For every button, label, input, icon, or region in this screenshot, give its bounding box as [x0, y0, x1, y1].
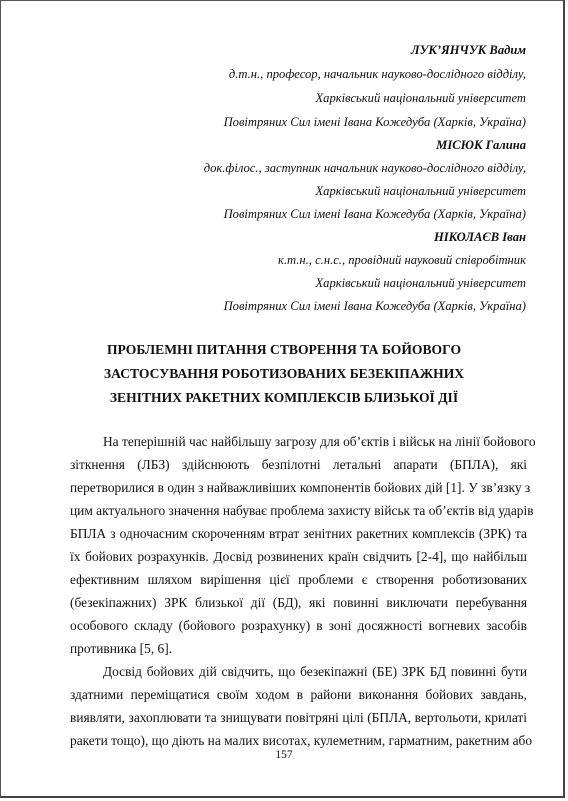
author-position: к.т.н., с.н.с., провідний науковий співробітник — [277, 253, 526, 267]
body-text-line: перетворилися в один з найважливіших компонентів бойових дій [1]. У зв’язку з — [70, 480, 531, 495]
body-text-line: БПЛА з одночасним скороченням втрат зенітних ракетних комплексів (ЗРК) та — [70, 526, 527, 541]
author-affiliation: Харківський національний університет — [315, 91, 526, 105]
body-text-line: їх бойових розрахунків. Досвід розвинених країн свідчить [2-4], що найбільш — [70, 549, 527, 564]
paper-title-line: ЗАСТОСУВАННЯ РОБОТИЗОВАНИХ БЕЗЕКІПАЖНИХ — [103, 366, 465, 381]
author-name: ЛУК’ЯНЧУК Вадим — [410, 43, 526, 57]
paper-title-line: ЗЕНІТНИХ РАКЕТНИХ КОМПЛЕКСІВ БЛИЗЬКОЇ ДІЇ — [109, 390, 459, 405]
body-text-line: (безекіпажних) ЗРК близької дії (БД), які повинні виключати перебування — [70, 595, 527, 610]
author-affiliation: Повітряних Сил імені Івана Кожедуба (Харків, Україна) — [223, 115, 526, 129]
paper-title-line: ПРОБЛЕМНІ ПИТАННЯ СТВОРЕННЯ ТА БОЙОВОГО — [106, 342, 462, 357]
author-name: НІКОЛАЄВ Іван — [433, 230, 526, 244]
author-position: д.т.н., професор, начальник науково-дослідного відділу, — [228, 67, 526, 81]
body-text-line: особового складу (бойового розрахунку) в зоні досяжності вогневих засобів — [70, 618, 527, 633]
author-affiliation: Харківський національний університет — [315, 276, 526, 290]
body-text-line: здатними переміщатися своїм ходом в райони виконання бойових завдань, — [70, 687, 527, 702]
body-text-line: ракети тощо), що діють на малих висотах, кулеметним, гарматним, ракетним або — [70, 733, 533, 748]
body-text-line: зіткнення (ЛБЗ) здійснюють безпілотні летальні апарати (БПЛА), які — [70, 457, 527, 472]
author-name: МІСЮК Галина — [436, 138, 526, 152]
body-text-line: цим актуального значення набуває проблема захисту військ та об’єктів від ударів — [70, 503, 534, 518]
body-text-line: противника [5, 6]. — [70, 641, 172, 656]
body-text-line: На теперішній час найбільшу загрозу для об’єктів і військ на лінії бойового — [103, 434, 536, 449]
author-affiliation: Харківський національний університет — [315, 184, 526, 198]
body-text-line: Досвід бойових дій свідчить, що безекіпажні (БЕ) ЗРК БД повинні бути — [103, 664, 527, 679]
body-text-line: ефективним шляхом вирішення цієї проблеми є створення роботизованих — [70, 572, 527, 587]
author-position: док.філос., заступник начальник науково-дослідного відділу, — [203, 161, 526, 175]
author-affiliation: Повітряних Сил імені Івана Кожедуба (Харків, Україна) — [223, 207, 526, 221]
page-number: 157 — [275, 749, 293, 761]
author-affiliation: Повітряних Сил імені Івана Кожедуба (Харків, Україна) — [223, 299, 526, 313]
body-text-line: виявляти, захоплювати та знищувати повітряні цілі (БПЛА, вертольоти, крилаті — [70, 710, 527, 725]
